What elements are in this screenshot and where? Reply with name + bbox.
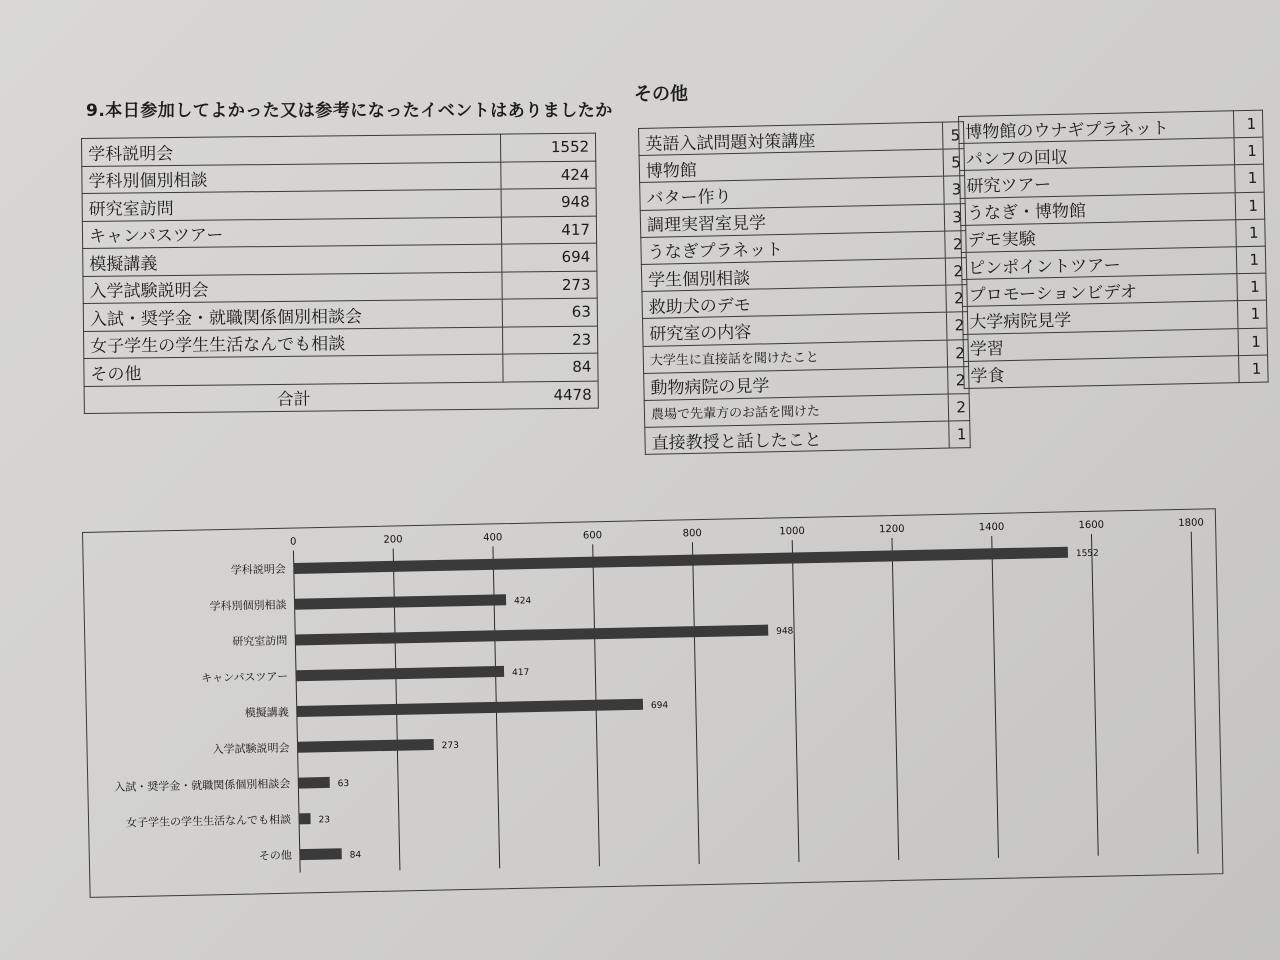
- row-label: パンフの回収: [959, 138, 1235, 171]
- row-value: 2: [945, 258, 967, 286]
- tick-label: 1200: [878, 523, 905, 536]
- data-label: 84: [349, 850, 362, 861]
- row-value: 2: [946, 285, 968, 313]
- data-label: 424: [513, 596, 532, 607]
- row-value: 948: [501, 188, 596, 216]
- row-label: 学生個別相談: [641, 258, 946, 292]
- row-label: デモ実験: [961, 219, 1237, 252]
- row-label: 動物病院の見学: [644, 367, 949, 401]
- row-label: 直接教授と話したこと: [645, 421, 950, 455]
- other-title: その他: [634, 84, 688, 105]
- gridline: [692, 542, 699, 864]
- tick-label: 800: [682, 528, 702, 540]
- other-left-table: [638, 121, 971, 455]
- row-label: 学科別個別相談: [82, 162, 501, 194]
- category-label: 入学試験説明会: [212, 741, 290, 757]
- gridline: [792, 540, 799, 862]
- row-value: 1: [1238, 328, 1267, 356]
- table-row: [645, 421, 970, 455]
- summary-table: [81, 133, 599, 414]
- row-value: 694: [502, 243, 597, 271]
- category-label: その他: [258, 848, 292, 863]
- row-label: うなぎプラネット: [641, 231, 946, 265]
- category-label: 入試・奨学金・就職関係個別相談会: [114, 777, 291, 794]
- question-title: 9.本日参加してよかった又は参考になったイベントはありましたか: [86, 101, 613, 121]
- category-label: 学科説明会: [230, 562, 286, 577]
- row-label: 農場で先輩方のお話を聞けた: [644, 394, 949, 428]
- tick-label: 400: [483, 532, 503, 544]
- bar: [296, 666, 504, 681]
- other-right-table: [958, 110, 1269, 389]
- row-value: 1: [1235, 164, 1264, 192]
- bar: [295, 625, 768, 646]
- row-label: 博物館のウナギプラネット: [959, 111, 1235, 144]
- row-value: 2: [948, 393, 970, 421]
- row-label: うなぎ・博物館: [960, 192, 1236, 225]
- bar-chart: [82, 508, 1223, 898]
- row-value: 84: [503, 353, 598, 381]
- bar-chart-svg: [83, 509, 1222, 897]
- category-label: 研究室訪問: [232, 634, 288, 649]
- row-label: 博物館: [639, 149, 944, 183]
- row-label: 救助犬のデモ: [642, 285, 947, 319]
- bar: [294, 594, 506, 609]
- row-value: 1: [1234, 110, 1263, 138]
- row-label: 大学病院見学: [962, 301, 1238, 334]
- row-value: 5: [943, 149, 965, 177]
- row-value: 5: [942, 122, 964, 150]
- row-value: 273: [502, 271, 597, 299]
- total-label: 合計: [84, 382, 503, 414]
- row-label: 英語入試問題対策講座: [639, 122, 944, 156]
- tick-label: 1800: [1178, 517, 1204, 530]
- row-value: 2: [948, 366, 970, 394]
- row-value: 3: [944, 203, 966, 231]
- row-label: 入学試験説明会: [83, 272, 502, 304]
- data-label: 23: [318, 815, 331, 826]
- row-label: 学科説明会: [82, 134, 501, 166]
- tick-label: 1400: [978, 521, 1005, 534]
- gridline: [1091, 534, 1098, 856]
- table-row: [964, 355, 1269, 389]
- data-label: 417: [511, 667, 530, 679]
- tick-label: 1000: [779, 525, 805, 538]
- category-label: 模擬講義: [244, 705, 289, 720]
- gridline: [1191, 532, 1198, 854]
- row-label: 学食: [964, 355, 1240, 388]
- row-value: 1: [1236, 219, 1265, 247]
- bar: [294, 547, 1068, 574]
- category-label: 学科別個別相談: [209, 598, 287, 614]
- row-label: 学習: [963, 328, 1239, 361]
- gridline: [992, 536, 999, 858]
- row-label: キャンパスツアー: [82, 217, 501, 249]
- bar: [297, 739, 433, 753]
- bar: [299, 813, 311, 824]
- gridline: [892, 538, 899, 860]
- row-value: 1: [1237, 246, 1266, 274]
- bar: [298, 777, 330, 789]
- row-label: 研究ツアー: [960, 165, 1236, 198]
- row-value: 1: [1238, 300, 1267, 328]
- category-label: 女子学生の学生生活なんでも相談: [125, 813, 292, 830]
- row-value: 424: [501, 161, 596, 189]
- total-row: [84, 381, 598, 414]
- row-value: 2: [946, 312, 968, 340]
- bar: [300, 848, 342, 860]
- row-label: 入試・奨学金・就職関係個別相談会: [83, 299, 502, 331]
- row-value: 1: [949, 421, 971, 449]
- row-value: 63: [502, 298, 597, 326]
- data-label: 63: [337, 779, 350, 790]
- row-value: 1552: [500, 133, 595, 161]
- row-value: 417: [501, 216, 596, 244]
- row-label: ピンポイントツアー: [961, 247, 1237, 280]
- row-label: その他: [84, 354, 503, 386]
- row-label: 調理実習室見学: [640, 204, 945, 238]
- row-value: 23: [502, 326, 597, 354]
- data-label: 694: [650, 700, 669, 712]
- row-value: 1: [1235, 192, 1264, 220]
- row-value: 3: [944, 176, 966, 204]
- row-value: 1: [1239, 355, 1268, 383]
- row-value: 2: [945, 230, 967, 258]
- total-value: 4478: [503, 381, 598, 409]
- data-label: 948: [776, 626, 794, 637]
- row-label: 大学生に直接話を聞けたこと: [643, 340, 948, 374]
- bar: [297, 699, 643, 717]
- data-label: 273: [441, 740, 460, 752]
- tick-label: 600: [582, 530, 603, 542]
- category-label: キャンパスツアー: [201, 669, 289, 685]
- tick-label: 0: [289, 536, 297, 548]
- row-label: 女子学生の学生生活なんでも相談: [84, 327, 503, 359]
- row-label: プロモーションビデオ: [962, 274, 1238, 307]
- data-label: 1552: [1075, 548, 1099, 560]
- row-value: 1: [1234, 137, 1263, 165]
- row-label: 研究室の内容: [642, 312, 947, 346]
- row-value: 2: [947, 339, 969, 367]
- tick-label: 1600: [1078, 519, 1105, 532]
- row-label: バター作り: [640, 176, 945, 210]
- row-label: 研究室訪問: [82, 189, 501, 221]
- row-label: 模擬講義: [83, 244, 502, 276]
- tick-label: 200: [383, 534, 403, 546]
- row-value: 1: [1237, 273, 1266, 301]
